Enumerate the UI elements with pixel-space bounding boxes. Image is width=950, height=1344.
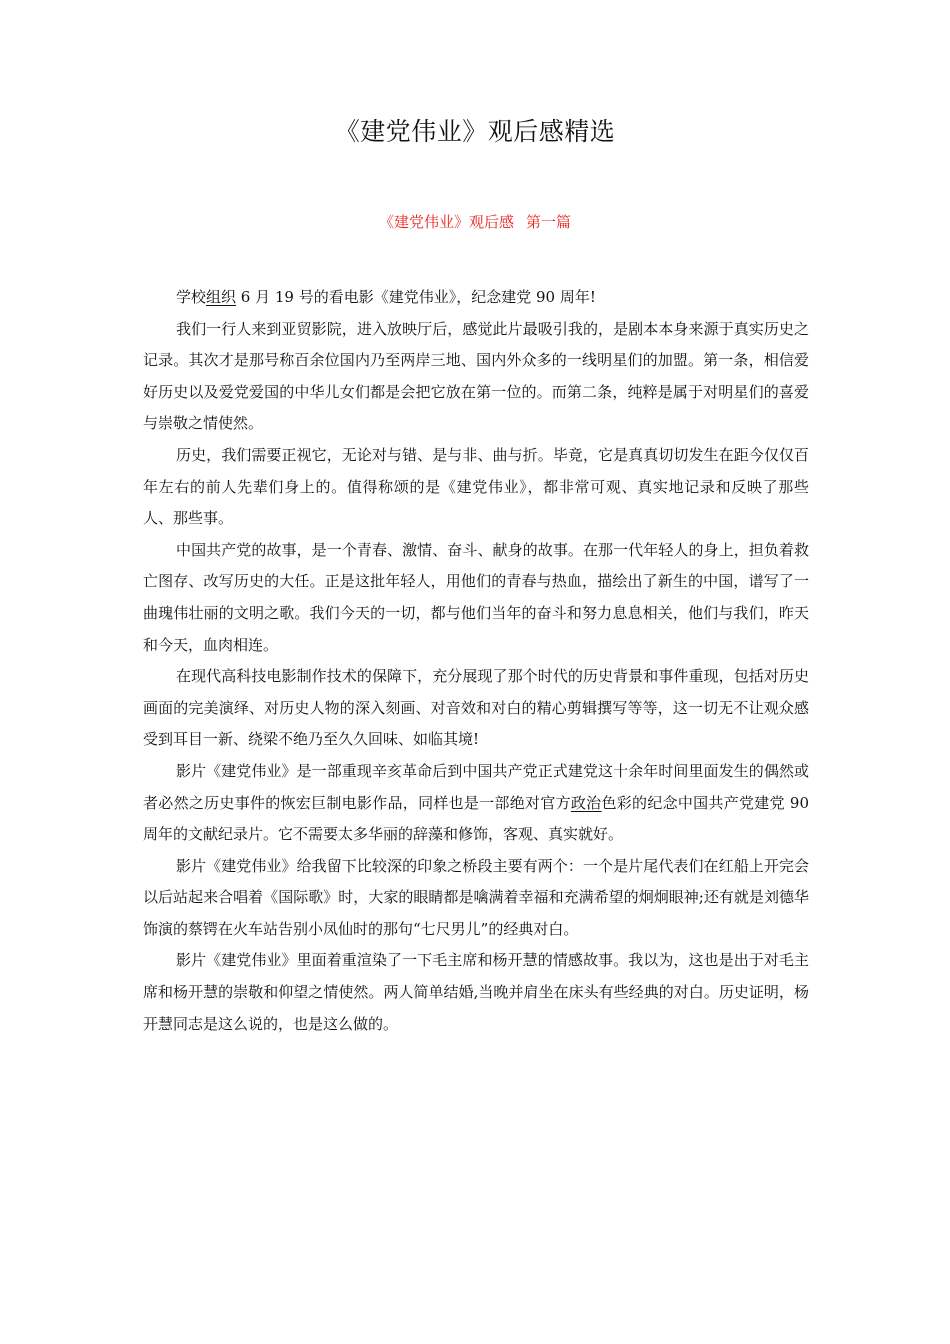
paragraph-1-start: 学校 xyxy=(176,288,207,306)
paragraph-5: 在现代高科技电影制作技术的保障下，充分展现了那个时代的历史背景和事件重现，包括对历史画面的完美演绎、对历史人物的深入刻画、对音效和对白的精心剪辑撰写等等，这一切无不让观众感受到耳目一新、绕梁不绝乃至久久回味、如临其境! xyxy=(143,667,809,749)
paragraph-1-end: 6 月 19 号的看电影《建党伟业》，纪念建党 90 周年! xyxy=(236,288,596,306)
paragraph-6-start: 影片《建党伟业》是一部重现辛亥革命后到中国共产党正式建党这十余年时间里面发生的偶然或者必然之历史事件的恢宏巨制电影作品，同样也是一部绝对官方 xyxy=(143,761,809,812)
paragraph-4: 中国共产党的故事，是一个青春、激情、奋斗、献身的故事。在那一代年轻人的身上，担负着救亡图存、改写历史的大任。正是这批年轻人，用他们的青春与热血，描绘出了新生的中国，谱写了一曲瑰伟壮丽的文明之歌。我们今天的一切，都与他们当年的奋斗和努力息息相关，他们与我们，昨天和今天，血肉相连。 xyxy=(143,540,809,654)
paragraph-1 xyxy=(143,282,809,314)
underlined-link-zhengzhi[interactable]: 政治 xyxy=(570,793,602,812)
underlined-link-zuzhi[interactable]: 组织 xyxy=(206,288,237,306)
paragraph-6 xyxy=(143,756,809,851)
section-heading-part: 第一篇 xyxy=(526,213,572,231)
document-title: 《建党伟业》观后感精选 xyxy=(334,117,616,146)
paragraph-8: 影片《建党伟业》里面着重渲染了一下毛主席和杨开慧的情感故事。我以为，这也是出于对毛主席和杨开慧的崇敬和仰望之情使然。两人简单结婚,当晚并肩坐在床头有些经典的对白。历史证明，杨开慧同志是这么说的，也是这么做的。 xyxy=(143,951,809,1033)
section-heading xyxy=(0,210,950,234)
paragraph-2: 我们一行人来到亚贸影院，进入放映厅后，感觉此片最吸引我的，是剧本本身来源于真实历史之记录。其次才是那号称百余位国内乃至两岸三地、国内外众多的一线明星们的加盟。第一条，相信爱好历史以及爱党爱国的中华儿女们都是会把它放在第一位的。而第二条，纯粹是属于对明星们的喜爱与崇敬之情使然。 xyxy=(143,319,809,433)
paragraph-3: 历史，我们需要正视它，无论对与错、是与非、曲与折。毕竟，它是真真切切发生在距今仅仅百年左右的前人先辈们身上的。值得称颂的是《建党伟业》，都非常可观、真实地记录和反映了那些人、那些事。 xyxy=(143,445,809,528)
article-body xyxy=(143,282,809,1040)
section-heading-main: 《建党伟业》观后感 xyxy=(378,213,514,231)
paragraph-7: 影片《建党伟业》给我留下比较深的印象之桥段主要有两个：一个是片尾代表们在红船上开完会以后站起来合唱着《国际歌》时，大家的眼睛都是噙满着幸福和充满希望的炯炯眼神;还有就是刘德华饰演的蔡锷在火车站告别小凤仙时的那句“七尺男儿”的经典对白。 xyxy=(143,856,809,938)
paragraph-6-end: 色彩的纪念中国共产党建党 90 周年的文献纪录片。它不需要太多华丽的辞藻和修饰，客观、真实就好。 xyxy=(143,793,809,844)
